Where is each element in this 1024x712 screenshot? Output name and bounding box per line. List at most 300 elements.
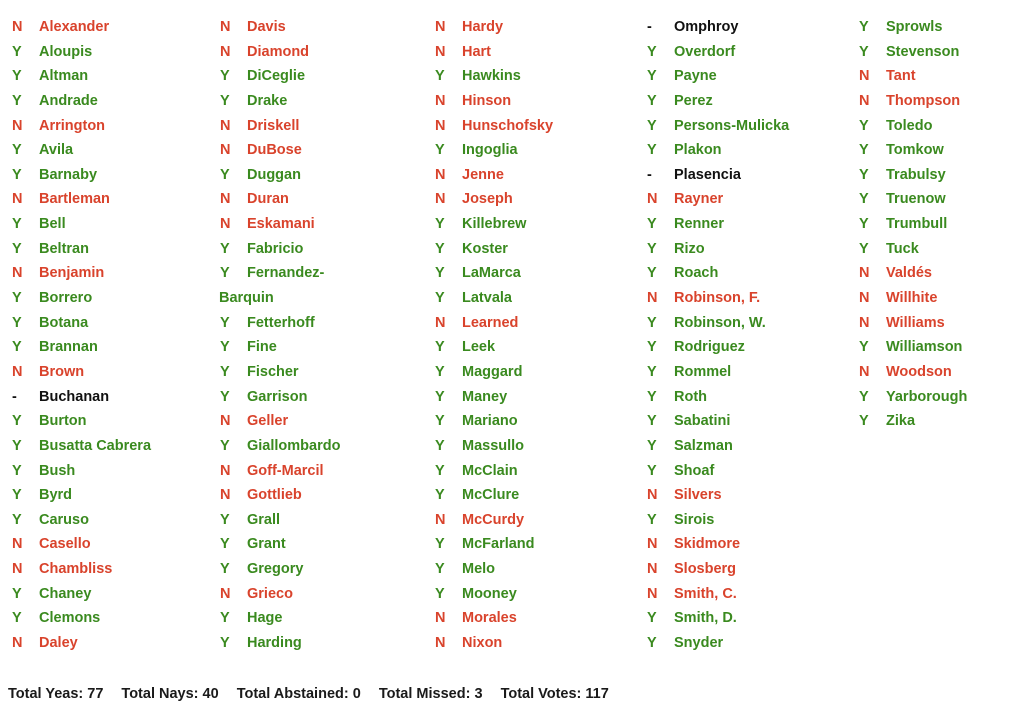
member-vote-row: [435, 114, 635, 139]
member-name: Caruso: [39, 511, 89, 528]
member-vote-row: [647, 385, 847, 410]
vote-marker: Y: [12, 487, 22, 504]
vote-marker: Y: [435, 216, 445, 233]
member-vote-row: [647, 434, 847, 459]
vote-marker: N: [12, 536, 23, 553]
member-vote-row: [859, 212, 1019, 237]
member-name: Mooney: [462, 585, 517, 602]
member-name: Aloupis: [39, 43, 93, 60]
member-name: Trabulsy: [886, 166, 946, 183]
member-name: Duggan: [247, 166, 301, 183]
member-vote-row: [12, 89, 212, 114]
vote-marker: Y: [647, 437, 657, 454]
vote-marker: Y: [220, 363, 230, 380]
member-name: Hardy: [462, 19, 504, 35]
vote-marker: Y: [435, 388, 445, 405]
vote-marker: Y: [435, 339, 445, 356]
member-vote-row: [647, 163, 847, 188]
vote-marker: -: [12, 388, 17, 405]
vote-marker: Y: [859, 413, 869, 430]
vote-marker: Y: [647, 462, 657, 479]
vote-marker: Y: [12, 68, 22, 85]
vote-marker: Y: [647, 413, 657, 430]
vote-marker: Y: [435, 561, 445, 578]
member-name: Diamond: [247, 43, 310, 60]
member-name: Woodson: [886, 363, 952, 380]
roll-call-column-4: [647, 15, 847, 656]
member-vote-row: [220, 89, 420, 114]
member-vote-row: [12, 631, 212, 656]
vote-marker: Y: [435, 290, 445, 307]
member-vote-row: [435, 237, 635, 262]
vote-marker: N: [220, 191, 231, 208]
member-vote-row: [12, 311, 212, 336]
vote-marker: Y: [220, 339, 230, 356]
member-name: McFarland: [462, 536, 535, 553]
member-name: Robinson, W.: [674, 314, 766, 331]
member-vote-row: [647, 286, 847, 311]
member-name: Giallombardo: [247, 437, 341, 454]
vote-marker: Y: [859, 142, 869, 159]
member-vote-row: [12, 459, 212, 484]
member-vote-row: [220, 261, 420, 286]
member-vote-row: [220, 532, 420, 557]
member-name: Maney: [462, 388, 508, 405]
vote-marker: Y: [435, 363, 445, 380]
member-vote-row: [220, 508, 420, 533]
vote-marker: Y: [220, 92, 230, 109]
vote-marker: N: [435, 117, 446, 134]
member-name: Andrade: [39, 92, 98, 109]
member-name: Slosberg: [674, 561, 737, 578]
member-name: Goff-Marcil: [247, 462, 324, 479]
member-name: Ingoglia: [462, 142, 518, 159]
vote-marker: N: [435, 314, 446, 331]
member-name: Williams: [886, 314, 945, 331]
member-name: DiCeglie: [247, 68, 306, 85]
member-name: Perez: [674, 92, 713, 109]
member-name: Botana: [39, 314, 89, 331]
vote-marker: Y: [435, 68, 445, 85]
member-name: Sabatini: [674, 413, 731, 430]
member-vote-row: [220, 212, 420, 237]
member-vote-row: [859, 286, 1019, 311]
member-name: Chaney: [39, 585, 92, 602]
vote-marker: Y: [12, 43, 22, 60]
member-name: Bush: [39, 462, 76, 479]
member-name: Snyder: [674, 635, 724, 652]
member-name: Jenne: [462, 166, 504, 183]
vote-marker: Y: [647, 388, 657, 405]
vote-marker: N: [12, 561, 23, 578]
vote-marker: Y: [435, 585, 445, 602]
vote-marker: Y: [12, 166, 22, 183]
member-vote-row: [859, 187, 1019, 212]
member-vote-row: [859, 89, 1019, 114]
member-name: Tomkow: [886, 142, 944, 159]
member-vote-row: [859, 237, 1019, 262]
member-name: Plasencia: [674, 166, 741, 183]
vote-marker: N: [647, 561, 658, 578]
member-name-continued: Barquin: [219, 290, 274, 307]
member-vote-row: [435, 261, 635, 286]
member-vote-row: [647, 114, 847, 139]
vote-marker: N: [435, 166, 446, 183]
roll-call-column-5: [859, 15, 1019, 434]
member-vote-row: [12, 187, 212, 212]
member-name: Buchanan: [39, 388, 110, 405]
vote-marker: Y: [859, 240, 869, 257]
member-vote-row: [435, 360, 635, 385]
total-missed: Total Missed: 3: [378, 686, 483, 702]
member-vote-row: [220, 237, 420, 262]
member-name: Morales: [462, 610, 517, 627]
member-vote-row: [435, 606, 635, 631]
member-vote-row: [435, 311, 635, 336]
member-vote-row: [12, 434, 212, 459]
total-abstained: Total Abstained: 0: [236, 686, 361, 702]
member-vote-row: [12, 508, 212, 533]
member-vote-row: [647, 335, 847, 360]
vote-marker: N: [12, 117, 23, 134]
vote-marker: Y: [647, 610, 657, 627]
vote-marker: Y: [859, 339, 869, 356]
vote-marker: N: [12, 635, 23, 652]
member-name: Koster: [462, 240, 508, 257]
member-vote-row: [647, 15, 847, 40]
member-name: Borrero: [39, 290, 93, 307]
vote-marker: Y: [435, 142, 445, 159]
member-vote-row: [647, 360, 847, 385]
member-name: Daley: [39, 635, 78, 652]
member-name: Shoaf: [674, 462, 715, 479]
vote-marker: Y: [859, 117, 869, 134]
member-vote-row: [220, 385, 420, 410]
vote-marker: N: [435, 92, 446, 109]
member-vote-row: [647, 532, 847, 557]
vote-marker: Y: [859, 191, 869, 208]
member-name: Benjamin: [39, 265, 105, 282]
member-name: Bartleman: [39, 191, 110, 208]
member-vote-row: [12, 237, 212, 262]
member-name: Casello: [39, 536, 91, 553]
member-vote-row: [12, 532, 212, 557]
member-name: Sprowls: [886, 19, 943, 35]
vote-marker: N: [647, 536, 658, 553]
member-name: Skidmore: [674, 536, 741, 553]
vote-marker: Y: [12, 216, 22, 233]
member-vote-row: [435, 582, 635, 607]
member-name: Hunschofsky: [462, 117, 554, 134]
vote-marker: Y: [647, 216, 657, 233]
member-vote-row: [647, 138, 847, 163]
member-name: Massullo: [462, 437, 525, 454]
member-vote-row: [859, 163, 1019, 188]
member-vote-row: [859, 311, 1019, 336]
member-name: Grall: [247, 511, 281, 528]
member-vote-row: [435, 64, 635, 89]
vote-marker: Y: [859, 388, 869, 405]
vote-marker: Y: [12, 413, 22, 430]
member-name: Melo: [462, 561, 496, 578]
member-vote-row: [647, 631, 847, 656]
member-vote-row: [859, 15, 1019, 40]
member-name: Hinson: [462, 92, 512, 109]
vote-marker: N: [435, 511, 446, 528]
vote-marker: Y: [12, 339, 22, 356]
member-name: Persons-Mulicka: [674, 117, 790, 134]
member-name: Tant: [886, 68, 916, 85]
vote-marker: Y: [647, 68, 657, 85]
member-name: Fabricio: [247, 240, 304, 257]
vote-marker: Y: [435, 437, 445, 454]
roll-call-column-1: [12, 15, 212, 656]
member-name: Salzman: [674, 437, 733, 454]
member-name: Rodriguez: [674, 339, 745, 356]
vote-marker: N: [220, 585, 231, 602]
member-name: Busatta Cabrera: [39, 437, 152, 454]
member-name: Eskamani: [247, 216, 315, 233]
vote-marker: Y: [647, 43, 657, 60]
vote-marker: N: [12, 191, 23, 208]
member-name: Brannan: [39, 339, 98, 356]
vote-marker: Y: [435, 462, 445, 479]
member-vote-row: [435, 409, 635, 434]
vote-marker: Y: [220, 68, 230, 85]
vote-marker: Y: [647, 265, 657, 282]
vote-marker: N: [859, 314, 870, 331]
member-vote-row: [435, 286, 635, 311]
vote-marker: Y: [859, 166, 869, 183]
member-name: Thompson: [886, 92, 961, 109]
member-name: Fine: [247, 339, 277, 356]
member-name: McClure: [462, 487, 520, 504]
member-vote-row: [12, 138, 212, 163]
member-name: Mariano: [462, 413, 518, 430]
vote-marker: Y: [859, 43, 869, 60]
member-vote-row: [12, 212, 212, 237]
member-name: Plakon: [674, 142, 722, 159]
vote-marker: N: [435, 635, 446, 652]
member-vote-row: [859, 360, 1019, 385]
member-name: Payne: [674, 68, 717, 85]
member-name: Sirois: [674, 511, 715, 528]
vote-marker: N: [647, 191, 658, 208]
total-votes: Total Votes: 117: [500, 686, 609, 702]
vote-marker: N: [220, 413, 231, 430]
member-vote-row: [859, 138, 1019, 163]
member-name: Chambliss: [39, 561, 113, 578]
member-name: Alexander: [39, 19, 110, 35]
member-vote-row: [647, 89, 847, 114]
member-vote-row: [647, 483, 847, 508]
member-name: Arrington: [39, 117, 106, 134]
vote-marker: Y: [647, 117, 657, 134]
member-vote-row: [859, 335, 1019, 360]
vote-marker: Y: [12, 610, 22, 627]
member-vote-row: [435, 40, 635, 65]
member-name: Altman: [39, 68, 89, 85]
member-vote-row: [12, 261, 212, 286]
vote-marker: N: [859, 68, 870, 85]
vote-marker: N: [220, 487, 231, 504]
member-vote-row: [647, 459, 847, 484]
member-name: Avila: [39, 142, 74, 159]
member-name: Yarborough: [886, 388, 968, 405]
member-name: Stevenson: [886, 43, 960, 60]
member-name: Davis: [247, 19, 286, 35]
member-vote-row: [220, 114, 420, 139]
member-name: Duran: [247, 191, 289, 208]
vote-marker: Y: [220, 240, 230, 257]
vote-marker: Y: [12, 290, 22, 307]
member-name: Drake: [247, 92, 288, 109]
member-vote-row: [647, 40, 847, 65]
member-name: Brown: [39, 363, 85, 380]
member-vote-row: [220, 434, 420, 459]
member-name: Bell: [39, 216, 66, 233]
member-name: Leek: [462, 339, 496, 356]
member-vote-row: [220, 187, 420, 212]
vote-marker: N: [647, 585, 658, 602]
member-vote-row: [859, 385, 1019, 410]
member-vote-row: [220, 606, 420, 631]
member-name: Gottlieb: [247, 487, 302, 504]
member-name: Geller: [247, 413, 289, 430]
vote-marker: N: [220, 19, 231, 35]
vote-marker: N: [859, 363, 870, 380]
member-vote-row: [435, 483, 635, 508]
vote-marker: -: [647, 166, 652, 183]
member-name: Rayner: [674, 191, 724, 208]
member-vote-row: [220, 631, 420, 656]
member-name: Silvers: [674, 487, 722, 504]
vote-marker: Y: [435, 413, 445, 430]
member-vote-row: [859, 40, 1019, 65]
vote-marker: N: [435, 19, 446, 35]
vote-marker: Y: [435, 536, 445, 553]
total-nays: Total Nays: 40: [121, 686, 219, 702]
member-name: DuBose: [247, 142, 302, 159]
roll-call-column-2: [220, 15, 420, 656]
member-vote-row: [12, 360, 212, 385]
member-name: Beltran: [39, 240, 89, 257]
member-name: Grieco: [247, 585, 293, 602]
vote-marker: N: [12, 265, 23, 282]
vote-marker: Y: [647, 363, 657, 380]
member-vote-row: [647, 64, 847, 89]
member-vote-row: [12, 64, 212, 89]
member-name: Truenow: [886, 191, 946, 208]
vote-marker: Y: [12, 92, 22, 109]
member-vote-row: [647, 187, 847, 212]
member-vote-row: [647, 409, 847, 434]
member-vote-row: [12, 163, 212, 188]
vote-marker: Y: [220, 265, 230, 282]
vote-marker: Y: [220, 314, 230, 331]
vote-marker: Y: [220, 610, 230, 627]
vote-marker: Y: [220, 561, 230, 578]
member-name: Trumbull: [886, 216, 948, 233]
member-name: Williamson: [886, 339, 963, 356]
member-name: Toledo: [886, 117, 933, 134]
member-name: Renner: [674, 216, 724, 233]
member-name: Fetterhoff: [247, 314, 315, 331]
member-name: Hart: [462, 43, 492, 60]
member-name: Willhite: [886, 290, 938, 307]
member-vote-row: [859, 114, 1019, 139]
member-vote-row: [220, 163, 420, 188]
member-vote-row: [12, 409, 212, 434]
member-name: Overdorf: [674, 43, 736, 60]
member-vote-row: [12, 15, 212, 40]
member-vote-row: [220, 64, 420, 89]
member-name: Learned: [462, 314, 519, 331]
vote-marker: N: [859, 265, 870, 282]
member-vote-row: [859, 64, 1019, 89]
member-vote-row: [435, 434, 635, 459]
vote-marker: Y: [220, 536, 230, 553]
vote-marker: Y: [647, 339, 657, 356]
vote-marker: N: [12, 19, 23, 35]
member-name: Robinson, F.: [674, 290, 761, 307]
member-vote-row: [435, 532, 635, 557]
member-name: Fernandez-: [247, 265, 325, 282]
vote-marker: Y: [12, 437, 22, 454]
member-vote-row: [12, 606, 212, 631]
member-name: Clemons: [39, 610, 101, 627]
member-vote-row: [435, 163, 635, 188]
member-vote-row: [647, 557, 847, 582]
member-vote-row: [435, 138, 635, 163]
vote-marker: N: [220, 216, 231, 233]
member-name: Valdés: [886, 265, 932, 282]
member-name: Maggard: [462, 363, 523, 380]
vote-marker: Y: [647, 92, 657, 109]
member-vote-row: [12, 335, 212, 360]
member-vote-row: [12, 557, 212, 582]
member-vote-row: [435, 459, 635, 484]
vote-marker: Y: [12, 240, 22, 257]
roll-call-column-3: [435, 15, 635, 656]
vote-marker: N: [220, 43, 231, 60]
vote-marker: N: [220, 117, 231, 134]
vote-marker: Y: [647, 635, 657, 652]
member-vote-row: [220, 40, 420, 65]
vote-marker: Y: [12, 142, 22, 159]
member-vote-row: [435, 557, 635, 582]
member-name: Fischer: [247, 363, 299, 380]
member-vote-row: [12, 385, 212, 410]
member-vote-row: [647, 261, 847, 286]
member-name: Zika: [886, 413, 916, 430]
member-name: Omphroy: [674, 19, 739, 35]
member-name: McCurdy: [462, 511, 525, 528]
member-name: Tuck: [886, 240, 919, 257]
member-vote-row: [12, 483, 212, 508]
member-vote-row: [220, 582, 420, 607]
total-yeas: Total Yeas: 77: [8, 686, 104, 702]
member-vote-row: [12, 40, 212, 65]
member-name: Rommel: [674, 363, 732, 380]
member-name: LaMarca: [462, 265, 521, 282]
vote-marker: Y: [647, 511, 657, 528]
vote-marker: Y: [859, 216, 869, 233]
member-vote-row: [435, 335, 635, 360]
member-vote-row: [220, 15, 420, 40]
vote-marker: N: [435, 43, 446, 60]
member-vote-row: [435, 187, 635, 212]
